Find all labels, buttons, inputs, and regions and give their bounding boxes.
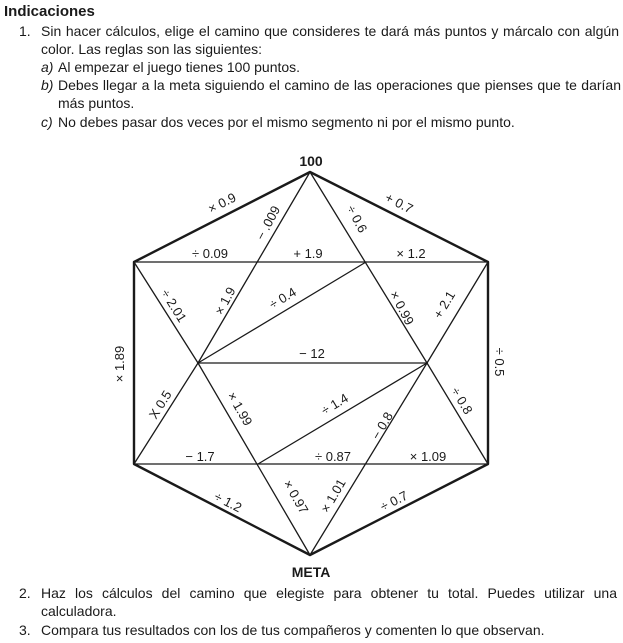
op-upper-seg3: × 1.2 xyxy=(396,246,426,261)
op-bottom-left-outer: ÷ 1.2 xyxy=(211,488,245,516)
start-label: 100 xyxy=(299,153,323,169)
instruction-3-text: Compara tus resultados con los de tus compañeros y comenten lo que observan. xyxy=(41,622,545,638)
op-lower-seg3: × 1.09 xyxy=(409,449,447,464)
op-upper-seg1: ÷ 0.09 xyxy=(191,246,229,261)
op-bottom-right-outer: ÷ 0.7 xyxy=(377,487,411,515)
rule-c-text: No debes pasar dos veces por el mismo segmento ni por el mismo punto. xyxy=(58,114,515,130)
op-top-right-outer: + 0.7 xyxy=(382,189,416,217)
op-right-outer: ÷ 0.5 xyxy=(492,347,507,377)
op-upper-left-small: ÷ 2.01 xyxy=(157,286,190,325)
op-upper-seg2: + 1.9 xyxy=(293,246,323,261)
instructions-heading: Indicaciones xyxy=(4,3,95,20)
op-cross-upper: ÷ 0.4 xyxy=(266,284,299,312)
rule-c-label: c) xyxy=(41,114,53,130)
op-lower-right-small: ÷ 0.8 xyxy=(448,384,476,417)
instruction-3-number: 3. xyxy=(19,622,31,638)
op-diag-upper-left: × 1.9 xyxy=(211,284,239,318)
instruction-1-text: Sin hacer cálculos, elige el camino que consideres te dará más puntos y márcalo con algún color. Las reglas son las siguientes: xyxy=(41,23,619,57)
op-lower-seg1: − 1.7 xyxy=(185,449,215,464)
op-upper-right-small: + 2.1 xyxy=(430,288,459,322)
instruction-2 xyxy=(19,584,617,620)
rule-b-text: Debes llegar a la meta siguiendo el camino de las operaciones que pienses que te darían más puntos. xyxy=(58,77,621,111)
instruction-3 xyxy=(19,621,617,639)
op-lower-seg2: ÷ 0.87 xyxy=(314,449,352,464)
op-top-left-outer: × 0.9 xyxy=(205,189,239,217)
op-diag-lower-right: − 0.8 xyxy=(368,409,396,443)
op-left-outer: × 1.89 xyxy=(112,345,127,383)
op-tri-bottom-right: × 1.01 xyxy=(317,476,349,516)
op-diag-lower-left: × 1.99 xyxy=(224,389,256,429)
op-diag-upper-right: × 0.99 xyxy=(386,288,418,328)
rule-b-label: b) xyxy=(41,77,54,93)
op-tri-bottom-left: × 0.97 xyxy=(280,477,312,517)
instruction-2-text: Haz los cálculos del camino que elegiste para obtener tu total. Puedes utilizar una calculadora. xyxy=(41,585,617,619)
op-cross-lower: ÷ 1.4 xyxy=(318,390,351,418)
rule-a-label: a) xyxy=(41,59,54,75)
op-lower-left-small: X 0.5 xyxy=(145,387,175,422)
instruction-1-number: 1. xyxy=(19,23,31,39)
instruction-2-number: 2. xyxy=(19,585,31,601)
op-middle: − 12 xyxy=(299,346,325,361)
left-upper-short-edge xyxy=(134,262,198,363)
op-tri-top-left: − .009 xyxy=(252,203,284,243)
rule-a-text: Al empezar el juego tienes 100 puntos. xyxy=(58,59,301,75)
op-tri-top-right: ÷ 0.6 xyxy=(343,202,371,236)
goal-label: META xyxy=(291,564,331,580)
